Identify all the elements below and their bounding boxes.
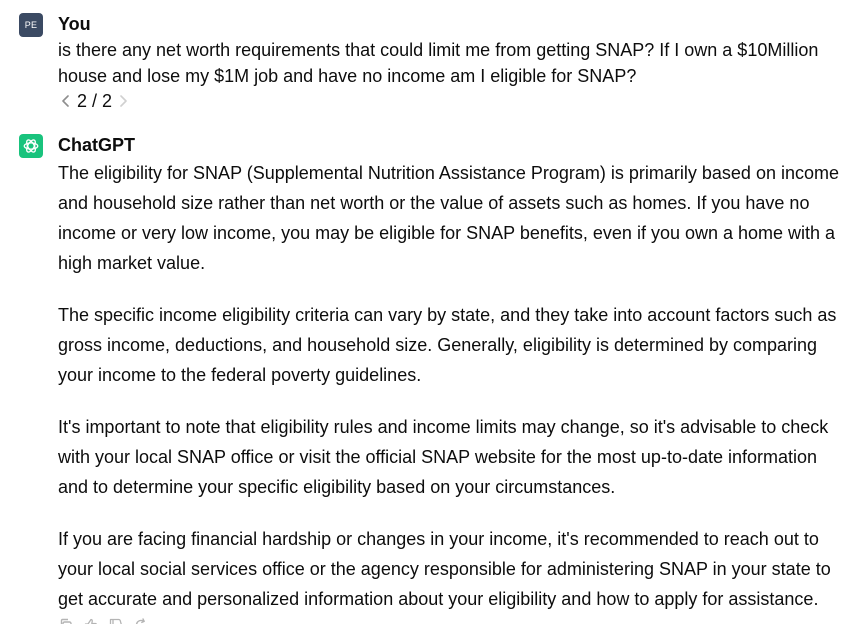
copy-icon[interactable] — [58, 617, 74, 624]
pager-count: 2 / 2 — [77, 90, 113, 111]
user-avatar-initials: PE — [24, 20, 38, 30]
assistant-paragraph-3: It's important to note that eligibility rules and income limits may change, so it's advisable to check with your local SNAP office or visit the official SNAP website for the most up-to-date information and to determine your specific eligibility based on your circumstances. — [58, 417, 829, 497]
assistant-author-name: ChatGPT — [58, 135, 136, 155]
user-message-text: is there any net worth requirements that could limit me from getting SNAP? If I own a $10Million house and lose my $1M job and have no income am I eligible for SNAP? — [58, 40, 819, 86]
chevron-right-icon[interactable] — [115, 93, 131, 109]
message-actions — [58, 617, 149, 624]
user-avatar — [19, 13, 43, 37]
chevron-left-icon[interactable] — [58, 93, 74, 109]
assistant-paragraph-4: If you are facing financial hardship or changes in your income, it's recommended to reach out to your local social services office or the agency responsible for administering SNAP in your state to get accurate and personalized information about your eligibility and how to apply for assistance. — [58, 529, 831, 609]
thumbs-down-icon[interactable] — [108, 617, 124, 624]
response-pager — [58, 89, 131, 113]
assistant-paragraph-2: The specific income eligibility criteria can vary by state, and they take into account factors such as gross income, deductions, and household size. Generally, eligibility is determined by comparing your income to the federal poverty guidelines. — [58, 305, 837, 385]
assistant-paragraph-1: The eligibility for SNAP (Supplemental Nutrition Assistance Program) is primarily based on income and household size rather than net worth or the value of assets such as homes. If you have no income or very low income, you may be eligible for SNAP benefits, even if you own a home with a high market value. — [58, 163, 839, 273]
user-author-name: You — [58, 14, 91, 34]
regenerate-icon[interactable] — [133, 617, 149, 624]
thumbs-up-icon[interactable] — [83, 617, 99, 624]
assistant-message — [58, 158, 840, 624]
openai-logo-icon — [19, 134, 43, 158]
